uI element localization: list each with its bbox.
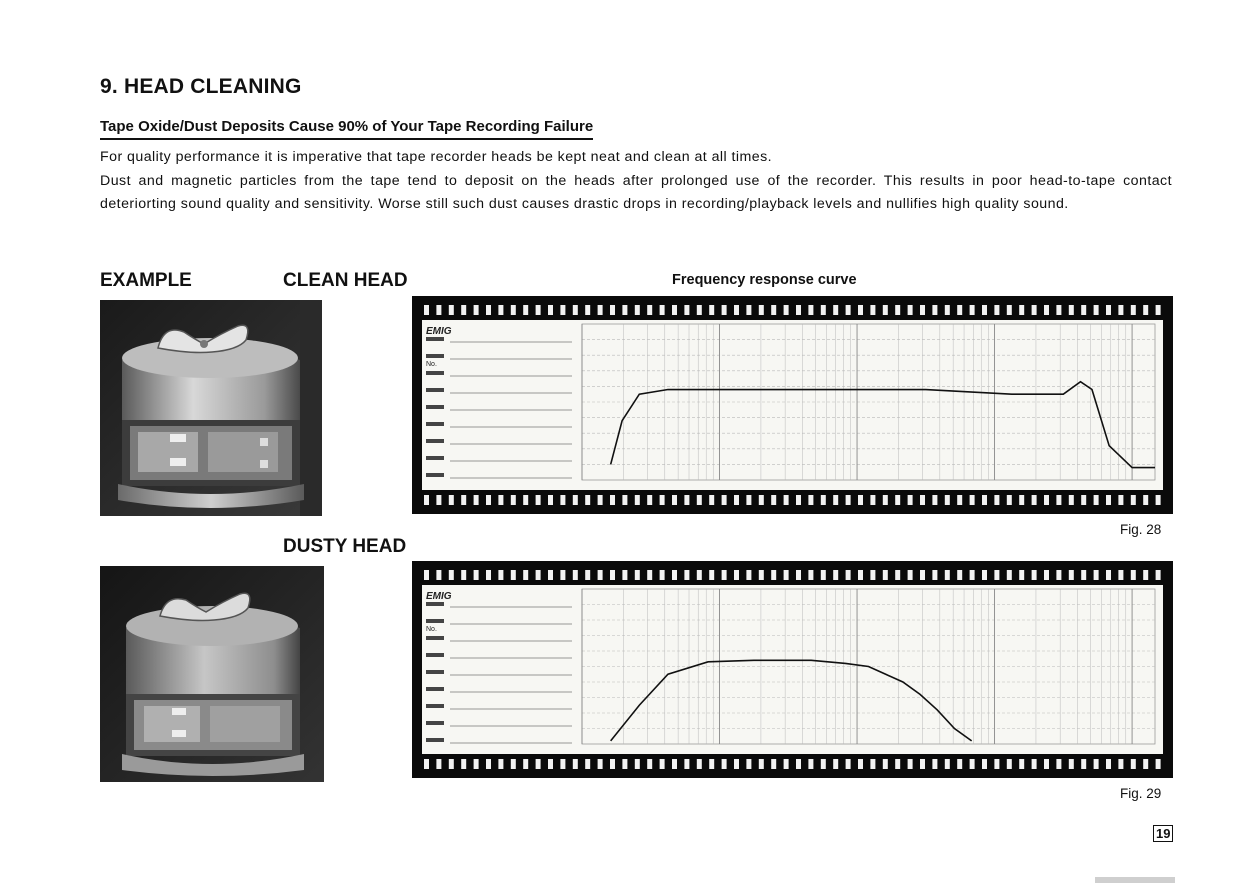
sprocket-hole [560,305,565,315]
sprocket-hole [796,759,801,769]
sprocket-hole [920,495,925,505]
frequency-chart-dusty [412,561,1173,778]
example-heading: EXAMPLE [100,270,192,291]
sprocket-hole [610,759,615,769]
sprocket-hole [1106,305,1111,315]
sprocket-hole [821,570,826,580]
sprocket-hole [449,759,454,769]
sprocket-hole [1044,305,1049,315]
info-mark [426,636,444,640]
intro-paragraph-1: For quality performance it is imperative that tape recorder heads be kept neat and clean at all times. [100,149,773,165]
sprocket-hole [994,305,999,315]
sprocket-hole [622,570,627,580]
sprocket-hole [722,759,727,769]
sprocket-hole [1056,570,1061,580]
sprocket-hole [709,495,714,505]
sprocket-hole [1156,570,1161,580]
sprocket-hole [1094,759,1099,769]
sprocket-hole [808,759,813,769]
sprocket-hole [895,305,900,315]
sprocket-hole [672,570,677,580]
sprocket-hole [734,570,739,580]
sprocket-hole [759,759,764,769]
sprocket-hole [908,495,913,505]
sprocket-hole [523,305,528,315]
sprocket-hole [994,570,999,580]
sprocket-hole [1007,570,1012,580]
info-mark [426,405,444,409]
sprocket-hole [970,495,975,505]
sprocket-hole [548,495,553,505]
info-mark [426,670,444,674]
sprocket-hole [684,495,689,505]
sprocket-hole [784,495,789,505]
sprocket-hole [474,305,479,315]
sprocket-hole [759,570,764,580]
info-mark [426,354,444,358]
sprocket-hole [548,759,553,769]
sprocket-hole [424,759,429,769]
sprocket-hole [734,305,739,315]
sprocket-hole [536,759,541,769]
sprocket-hole [821,759,826,769]
sprocket-hole [759,305,764,315]
sprocket-hole [449,305,454,315]
sprocket-hole [1131,570,1136,580]
clean-head-photo [100,300,322,516]
sprocket-hole [957,305,962,315]
sprocket-hole [994,759,999,769]
sprocket-hole [808,570,813,580]
sprocket-hole [796,305,801,315]
sprocket-hole [1081,305,1086,315]
dusty-head-heading: DUSTY HEAD [283,536,407,557]
sprocket-hole [858,495,863,505]
sprocket-hole [436,495,441,505]
sprocket-hole [746,759,751,769]
sprocket-hole [746,305,751,315]
sprocket-hole [660,495,665,505]
info-mark [426,371,444,375]
sprocket-hole [436,570,441,580]
sprocket-hole [548,305,553,315]
chart-sheet-no-label: No. [426,626,437,633]
frequency-chart-clean-svg [412,296,1173,514]
sprocket-hole [895,759,900,769]
sprocket-hole [585,759,590,769]
sprocket-hole [1131,759,1136,769]
sprocket-hole [697,305,702,315]
sprocket-hole [908,570,913,580]
sprocket-hole [771,495,776,505]
sprocket-hole [1069,305,1074,315]
sprocket-hole [982,495,987,505]
intro-text [100,146,1172,217]
sprocket-hole [957,570,962,580]
sprocket-hole [424,305,429,315]
sprocket-hole [846,570,851,580]
info-mark [426,456,444,460]
sprocket-hole [982,570,987,580]
sprocket-hole [808,495,813,505]
sprocket-hole [945,305,950,315]
sprocket-hole [957,495,962,505]
sprocket-hole [994,495,999,505]
sprocket-hole [895,495,900,505]
sprocket-hole [647,570,652,580]
sprocket-hole [709,305,714,315]
sprocket-hole [833,759,838,769]
sprocket-hole [622,305,627,315]
sprocket-hole [796,495,801,505]
fig-28-caption: Fig. 28 [1120,522,1162,537]
sprocket-hole [610,495,615,505]
sprocket-hole [1069,495,1074,505]
sprocket-hole [1069,759,1074,769]
sprocket-hole [1156,759,1161,769]
chart-title: Frequency response curve [672,272,857,288]
sprocket-hole [722,305,727,315]
sprocket-hole [1094,305,1099,315]
info-mark [426,337,444,341]
sprocket-hole [461,570,466,580]
sprocket-hole [771,759,776,769]
sprocket-hole [970,570,975,580]
sprocket-hole [684,305,689,315]
sprocket-hole [784,305,789,315]
sprocket-hole [1106,759,1111,769]
sprocket-hole [511,570,516,580]
sprocket-hole [821,495,826,505]
sprocket-hole [610,570,615,580]
sprocket-hole [461,495,466,505]
sprocket-hole [722,570,727,580]
info-mark [426,653,444,657]
sprocket-hole [486,305,491,315]
sprocket-hole [908,759,913,769]
sprocket-hole [635,305,640,315]
sprocket-hole [734,495,739,505]
sprocket-hole [449,570,454,580]
info-mark [426,422,444,426]
sprocket-hole [1131,495,1136,505]
sprocket-hole [1081,570,1086,580]
page-edge-mark [1095,877,1175,883]
sprocket-hole [436,759,441,769]
info-mark [426,738,444,742]
info-mark [426,602,444,606]
sprocket-hole [858,305,863,315]
sprocket-hole [858,759,863,769]
sprocket-hole [709,759,714,769]
sprocket-hole [436,305,441,315]
sprocket-hole [1007,305,1012,315]
sprocket-hole [945,495,950,505]
sprocket-hole [1106,570,1111,580]
sprocket-hole [746,495,751,505]
info-mark [426,388,444,392]
sprocket-hole [1118,759,1123,769]
sprocket-hole [908,305,913,315]
sprocket-hole [846,305,851,315]
sprocket-hole [932,759,937,769]
sprocket-hole [573,495,578,505]
sprocket-hole [846,759,851,769]
sprocket-hole [560,570,565,580]
fig-29-caption: Fig. 29 [1120,786,1162,801]
dusty-head-photo [100,566,324,782]
sprocket-hole [511,305,516,315]
sprocket-hole [1007,495,1012,505]
sprocket-hole [1019,305,1024,315]
info-mark [426,721,444,725]
sprocket-hole [511,759,516,769]
sprocket-hole [833,495,838,505]
sprocket-hole [474,759,479,769]
info-mark [426,473,444,477]
clean-head-heading: CLEAN HEAD [283,270,408,291]
sprocket-hole [1143,759,1148,769]
sprocket-hole [1019,570,1024,580]
sprocket-hole [498,495,503,505]
sprocket-hole [573,570,578,580]
sprocket-hole [1032,305,1037,315]
sprocket-hole [536,495,541,505]
frequency-chart-dusty-svg [412,561,1173,778]
sprocket-hole [647,495,652,505]
section-subtitle: Tape Oxide/Dust Deposits Cause 90% of Your Tape Recording Failure [100,118,593,140]
sprocket-hole [598,495,603,505]
sprocket-hole [957,759,962,769]
sprocket-hole [498,570,503,580]
sprocket-hole [932,305,937,315]
sprocket-hole [970,305,975,315]
sprocket-hole [870,570,875,580]
sprocket-hole [870,305,875,315]
sprocket-hole [945,759,950,769]
sprocket-hole [1056,495,1061,505]
sprocket-hole [660,759,665,769]
sprocket-hole [449,495,454,505]
sprocket-hole [1143,495,1148,505]
sprocket-hole [697,570,702,580]
sprocket-hole [870,495,875,505]
sprocket-hole [982,305,987,315]
sprocket-hole [784,570,789,580]
sprocket-hole [883,570,888,580]
sprocket-hole [635,570,640,580]
sprocket-hole [1143,305,1148,315]
sprocket-hole [821,305,826,315]
sprocket-hole [771,305,776,315]
chart-sheet-brand: EMIG [426,326,452,337]
sprocket-hole [573,759,578,769]
sprocket-hole [697,495,702,505]
sprocket-hole [1044,570,1049,580]
sprocket-hole [474,495,479,505]
sprocket-hole [1118,495,1123,505]
sprocket-hole [486,570,491,580]
sprocket-hole [523,570,528,580]
sprocket-hole [759,495,764,505]
sprocket-hole [945,570,950,580]
page-number: 19 [1153,825,1173,842]
info-mark [426,704,444,708]
sprocket-hole [883,305,888,315]
sprocket-hole [598,305,603,315]
sprocket-hole [808,305,813,315]
sprocket-hole [858,570,863,580]
sprocket-hole [1118,305,1123,315]
sprocket-hole [585,305,590,315]
sprocket-hole [1131,305,1136,315]
sprocket-hole [722,495,727,505]
sprocket-hole [672,305,677,315]
sprocket-hole [1032,759,1037,769]
sprocket-hole [498,759,503,769]
sprocket-hole [833,570,838,580]
sprocket-hole [647,305,652,315]
sprocket-hole [486,495,491,505]
sprocket-hole [560,495,565,505]
sprocket-hole [1056,305,1061,315]
sprocket-hole [920,759,925,769]
sprocket-hole [883,495,888,505]
sprocket-hole [1156,495,1161,505]
sprocket-hole [622,759,627,769]
sprocket-hole [610,305,615,315]
sprocket-hole [511,495,516,505]
sprocket-hole [461,305,466,315]
sprocket-hole [660,570,665,580]
sprocket-hole [548,570,553,580]
sprocket-hole [536,305,541,315]
sprocket-hole [796,570,801,580]
sprocket-hole [784,759,789,769]
sprocket-hole [1094,570,1099,580]
sprocket-hole [1081,759,1086,769]
sprocket-hole [573,305,578,315]
sprocket-hole [622,495,627,505]
sprocket-hole [895,570,900,580]
sprocket-hole [1019,759,1024,769]
sprocket-hole [523,495,528,505]
sprocket-hole [870,759,875,769]
sprocket-hole [461,759,466,769]
sprocket-hole [635,495,640,505]
sprocket-hole [1032,495,1037,505]
sprocket-hole [635,759,640,769]
sprocket-hole [1069,570,1074,580]
sprocket-hole [1118,570,1123,580]
sprocket-hole [1143,570,1148,580]
sprocket-hole [486,759,491,769]
frequency-chart-clean [412,296,1173,514]
sprocket-hole [883,759,888,769]
sprocket-hole [734,759,739,769]
sprocket-hole [920,570,925,580]
chart-sheet-brand: EMIG [426,591,452,602]
sprocket-hole [1007,759,1012,769]
sprocket-hole [1094,495,1099,505]
sprocket-hole [672,495,677,505]
section-title: 9. HEAD CLEANING [100,75,302,98]
sprocket-hole [684,759,689,769]
sprocket-hole [498,305,503,315]
info-mark [426,619,444,623]
sprocket-hole [647,759,652,769]
intro-paragraph-2: Dust and magnetic particles from the tape tend to deposit on the heads after prolonged use of the recorder. This results in poor head-to-tape contact deteriorting sound quality and sensitivity. Worse still such dust causes drastic drops in recording/playback levels and nullifies high quality sound. [100,172,1172,212]
sprocket-hole [523,759,528,769]
sprocket-hole [660,305,665,315]
chart-sheet-no-label: No. [426,361,437,368]
info-mark [426,439,444,443]
sprocket-hole [920,305,925,315]
sprocket-hole [771,570,776,580]
sprocket-hole [684,570,689,580]
sprocket-hole [560,759,565,769]
sprocket-hole [1106,495,1111,505]
sprocket-hole [833,305,838,315]
sprocket-hole [1019,495,1024,505]
sprocket-hole [746,570,751,580]
sprocket-hole [585,495,590,505]
sprocket-hole [846,495,851,505]
sprocket-hole [697,759,702,769]
sprocket-hole [585,570,590,580]
sprocket-hole [932,495,937,505]
sprocket-hole [1056,759,1061,769]
sprocket-hole [474,570,479,580]
sprocket-hole [1044,495,1049,505]
sprocket-hole [1044,759,1049,769]
sprocket-hole [1032,570,1037,580]
sprocket-hole [598,570,603,580]
sprocket-hole [1156,305,1161,315]
sprocket-hole [424,495,429,505]
sprocket-hole [1081,495,1086,505]
sprocket-hole [598,759,603,769]
sprocket-hole [424,570,429,580]
sprocket-hole [932,570,937,580]
sprocket-hole [982,759,987,769]
sprocket-hole [672,759,677,769]
sprocket-hole [709,570,714,580]
info-mark [426,687,444,691]
sprocket-hole [970,759,975,769]
sprocket-hole [536,570,541,580]
